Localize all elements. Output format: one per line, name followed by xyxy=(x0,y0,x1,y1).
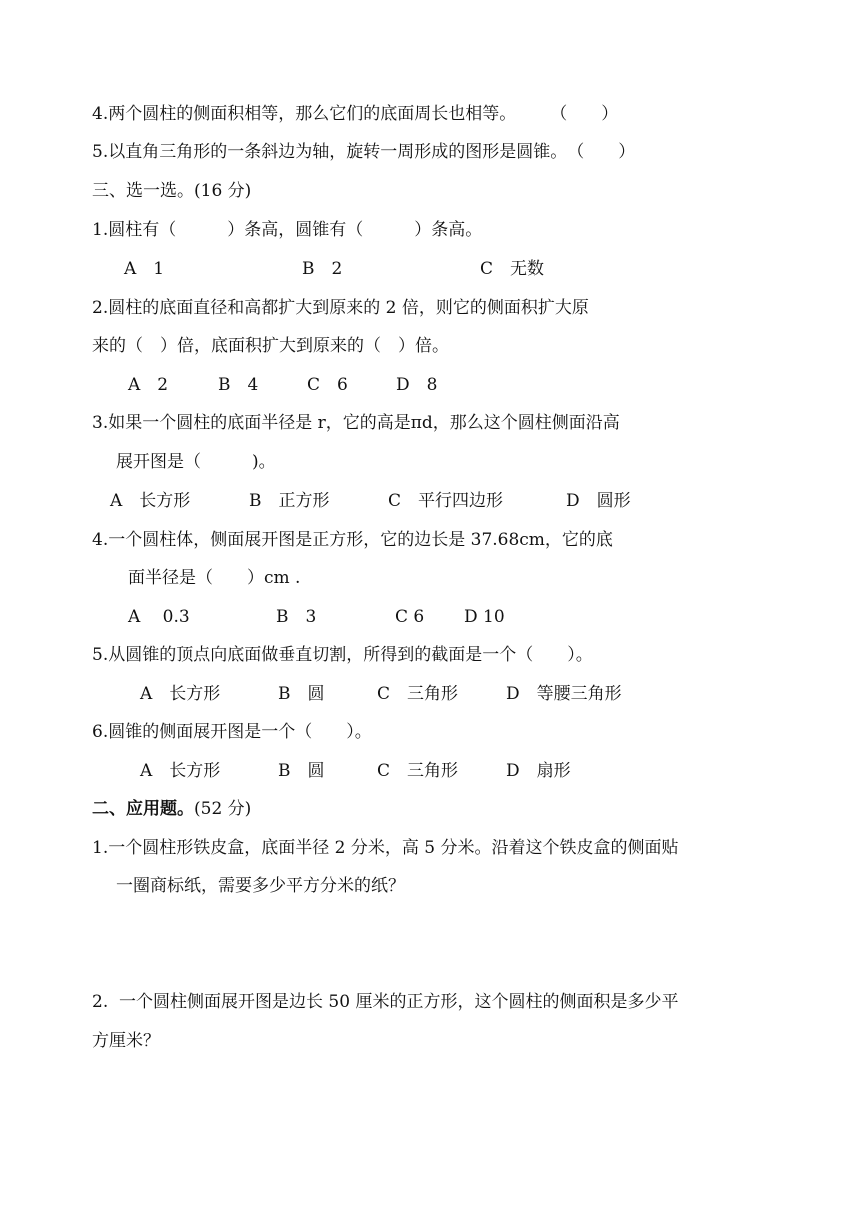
choose-q4-option-b: B 3 xyxy=(276,607,317,627)
choose-q6-option-b: B 圆 xyxy=(278,761,325,781)
apply-q1-line2: 一圈商标纸，需要多少平方分米的纸？ xyxy=(116,876,405,896)
choose-q1-stem: 1.圆柱有（ ）条高，圆锥有（ ）条高。 xyxy=(92,220,483,240)
choose-q5-option-c: C 三角形 xyxy=(377,684,459,704)
choose-q4-stem-line2: 面半径是（ ）cm . xyxy=(128,568,301,588)
choose-q6-option-d: D 扇形 xyxy=(506,761,571,781)
choose-q5-option-d: D 等腰三角形 xyxy=(506,684,622,704)
choose-q2-option-a: A 2 xyxy=(128,375,169,395)
choose-q4-option-c: C 6 xyxy=(395,607,425,627)
choose-q3-stem-line1: 3.如果一个圆柱的底面半径是 r，它的高是πd，那么这个圆柱侧面沿高 xyxy=(92,413,620,433)
choose-q6-stem: 6.圆锥的侧面展开图是一个（ ）。 xyxy=(92,722,372,742)
choose-q3-stem-line2: 展开图是（ )。 xyxy=(116,452,276,472)
choose-q6-option-c: C 三角形 xyxy=(377,761,459,781)
choose-q6-option-a: A 长方形 xyxy=(140,761,221,781)
choose-q5-option-b: B 圆 xyxy=(278,684,325,704)
judge-question-4: 4.两个圆柱的侧面积相等，那么它们的底面周长也相等。 （ ） xyxy=(92,104,619,124)
choose-q4-option-a: A 0.3 xyxy=(128,607,190,627)
choose-q4-option-d: D 10 xyxy=(464,607,505,627)
choose-q1-option-c: C 无数 xyxy=(480,259,545,279)
choose-q2-stem-line1: 2.圆柱的底面直径和高都扩大到原来的 2 倍，则它的侧面积扩大原 xyxy=(92,298,589,318)
apply-heading-score: (52 分) xyxy=(194,799,252,819)
apply-q2-line2: 方厘米？ xyxy=(92,1031,160,1051)
choose-q4-stem-line1: 4.一个圆柱体，侧面展开图是正方形，它的边长是 37.68cm，它的底 xyxy=(92,530,613,550)
judge-question-5: 5.以直角三角形的一条斜边为轴，旋转一周形成的图形是圆锥。 （ ） xyxy=(92,142,636,162)
choose-q2-option-b: B 4 xyxy=(218,375,259,395)
choose-q3-option-a: A 长方形 xyxy=(110,491,191,511)
choose-q5-option-a: A 长方形 xyxy=(140,684,221,704)
apply-section-heading xyxy=(92,798,251,820)
choose-q2-stem-line2: 来的（ ）倍，底面积扩大到原来的（ ）倍。 xyxy=(92,336,449,356)
apply-q2-line1: 2. 一个圆柱侧面展开图是边长 50 厘米的正方形，这个圆柱的侧面积是多少平 xyxy=(92,992,679,1012)
choose-q2-option-d: D 8 xyxy=(396,375,438,395)
apply-q1-line1: 1.一个圆柱形铁皮盒，底面半径 2 分米，高 5 分米。沿着这个铁皮盒的侧面贴 xyxy=(92,838,679,858)
choose-q3-option-c: C 平行四边形 xyxy=(388,491,504,511)
choose-q5-stem: 5.从圆锥的顶点向底面做垂直切割，所得到的截面是一个（ ）。 xyxy=(92,645,593,665)
choose-q2-option-c: C 6 xyxy=(307,375,348,395)
choose-q1-option-a: A 1 xyxy=(124,259,165,279)
choose-q3-option-b: B 正方形 xyxy=(249,491,330,511)
apply-heading-title: 二、应用题。 xyxy=(92,799,194,819)
choose-section-heading: 三、选一选。(16 分) xyxy=(92,181,252,201)
choose-q1-option-b: B 2 xyxy=(302,259,343,279)
choose-q3-option-d: D 圆形 xyxy=(566,491,631,511)
